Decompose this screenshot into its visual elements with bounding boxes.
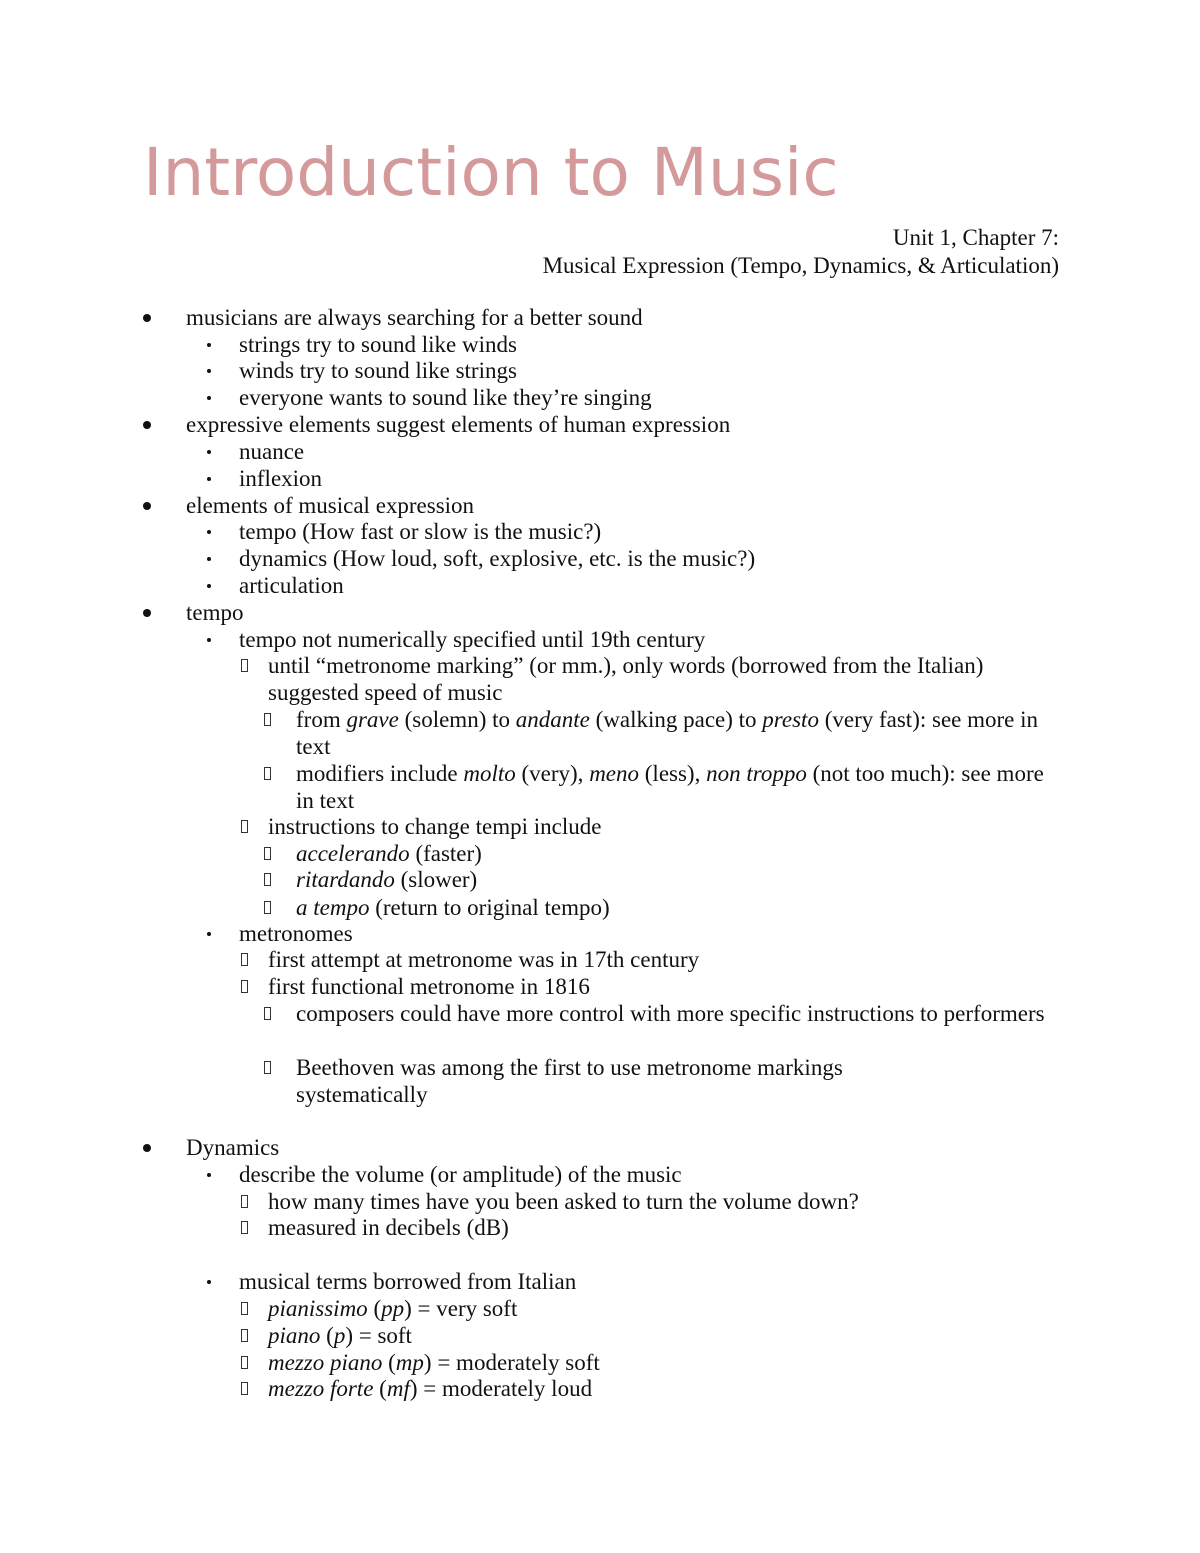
list-item: piano (p) = soft [268, 1323, 412, 1348]
list-item: first functional metronome in 1816 [268, 974, 590, 999]
list-item: modifiers include molto (very), meno (less), non troppo (not too much): see more in text [296, 761, 1044, 813]
bullet-icon [202, 545, 216, 572]
square-bullet-icon [260, 894, 274, 921]
list-item: composers could have more control with more specific instructions to performers [296, 1001, 1045, 1026]
square-bullet-icon [260, 840, 274, 867]
bullet-icon [140, 599, 154, 626]
list-item: metronomes [239, 921, 353, 946]
list-item: elements of musical expression [186, 493, 475, 518]
document-title: Introduction to Music [143, 134, 839, 211]
list-item: nuance [239, 439, 305, 464]
square-bullet-icon [237, 1188, 251, 1215]
list-item: Dynamics [186, 1135, 280, 1160]
square-bullet-icon [260, 1054, 274, 1081]
square-bullet-icon [237, 946, 251, 973]
bullet-icon [202, 331, 216, 358]
list-item: mezzo forte (mf) = moderately loud [268, 1376, 593, 1401]
bullet-icon [140, 1134, 154, 1161]
list-item: ritardando (slower) [296, 867, 478, 892]
list-item: musicians are always searching for a better sound [186, 305, 643, 330]
bullet-icon [140, 304, 154, 331]
square-bullet-icon [237, 1322, 251, 1349]
square-bullet-icon [260, 706, 274, 733]
bullet-icon [202, 626, 216, 653]
list-item: tempo (How fast or slow is the music?) [239, 519, 602, 544]
list-item: expressive elements suggest elements of human expression [186, 412, 731, 437]
bullet-icon [202, 1268, 216, 1295]
list-item: tempo not numerically specified until 19th century [239, 627, 706, 652]
list-item: winds try to sound like strings [239, 358, 517, 383]
square-bullet-icon [237, 1349, 251, 1376]
list-item: everyone wants to sound like they’re singing [239, 385, 652, 410]
bullet-icon [140, 492, 154, 519]
list-item: articulation [239, 573, 344, 598]
square-bullet-icon [260, 866, 274, 893]
bullet-icon [202, 438, 216, 465]
list-item: instructions to change tempi include [268, 814, 602, 839]
unit-chapter-heading: Unit 1, Chapter 7: [892, 225, 1059, 250]
square-bullet-icon [237, 1375, 251, 1402]
square-bullet-icon [260, 1000, 274, 1027]
bullet-icon [202, 465, 216, 492]
list-item: dynamics (How loud, soft, explosive, etc. is the music?) [239, 546, 756, 571]
list-item: strings try to sound like winds [239, 332, 517, 357]
list-item: first attempt at metronome was in 17th century [268, 947, 700, 972]
square-bullet-icon [237, 1214, 251, 1241]
bullet-icon [202, 920, 216, 947]
bullet-icon [202, 384, 216, 411]
list-item: describe the volume (or amplitude) of the music [239, 1162, 682, 1187]
square-bullet-icon [237, 1295, 251, 1322]
bullet-icon [202, 518, 216, 545]
bullet-icon [202, 572, 216, 599]
square-bullet-icon [260, 760, 274, 787]
square-bullet-icon [237, 813, 251, 840]
list-item: Beethoven was among the first to use metronome markings systematically [296, 1055, 843, 1107]
bullet-icon [202, 1161, 216, 1188]
list-item: musical terms borrowed from Italian [239, 1269, 577, 1294]
list-item: accelerando (faster) [296, 841, 482, 866]
list-item: from grave (solemn) to andante (walking pace) to presto (very fast): see more in text [296, 707, 1039, 759]
list-item: until “metronome marking” (or mm.), only words (borrowed from the Italian) suggested speed of music [268, 653, 984, 705]
list-item: mezzo piano (mp) = moderately soft [268, 1350, 600, 1375]
list-item: a tempo (return to original tempo) [296, 895, 610, 920]
list-item: measured in decibels (dB) [268, 1215, 509, 1240]
chapter-topic-heading: Musical Expression (Tempo, Dynamics, & Articulation) [542, 253, 1059, 278]
bullet-icon [202, 357, 216, 384]
list-item: how many times have you been asked to turn the volume down? [268, 1189, 859, 1214]
square-bullet-icon [237, 652, 251, 679]
list-item: tempo [186, 600, 244, 625]
bullet-icon [140, 411, 154, 438]
square-bullet-icon [237, 973, 251, 1000]
list-item: inflexion [239, 466, 323, 491]
list-item: pianissimo (pp) = very soft [268, 1296, 518, 1321]
